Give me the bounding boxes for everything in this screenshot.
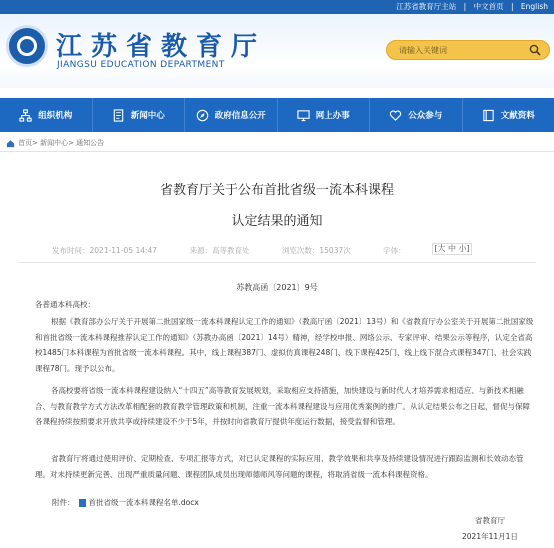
compass-icon — [196, 109, 209, 122]
nav-item-public-participation[interactable]: 公众参与 — [370, 98, 463, 132]
top-links: 江苏省教育厅主站 | 中文首页 | English — [396, 2, 548, 11]
paragraph-1: 根据《教育部办公厅关于开展第二批国家级一流本科课程认定工作的通知》（教高厅函〔2021〕13号）和《省教育厅办公室关于开展第二批国家级和首批省级一流本科课程推荐认定工作的通知》（苏教办高函〔2021〕14号）精神，经学校申报、网络公示、专家评审、结果公示等程序，认定全省高校1485门本科课程为首批省级一流本科课程。其中，线上课程387门、虚拟仿真课程248门、线下课程425门、线上线下混合式课程347门、社会实践课程78门。现予以公布。 — [35, 317, 534, 373]
book-icon — [482, 109, 495, 122]
org-chart-icon — [19, 109, 32, 122]
top-utility-bar — [0, 0, 554, 14]
search-icon[interactable] — [529, 44, 541, 56]
nav-item-online-service[interactable]: 网上办事 — [278, 98, 371, 132]
link-chinese-home[interactable]: 中文首页 — [473, 2, 504, 11]
search-placeholder: 请输入关键词 — [399, 46, 447, 55]
nav-item-gov-info[interactable]: 政府信息公开 — [185, 98, 278, 132]
breadcrumb — [6, 138, 104, 148]
site-header — [0, 14, 554, 88]
font-size-label: 字体： — [383, 246, 406, 255]
paragraph-2: 各高校要将省级一流本科课程建设纳入“十四五”高等教育发展规划，采取相应支持措施，加快建设与新时代人才培养需求相适应、与新技术相融合、与教育教学方式方法改革相配套的教育教学管理政策和机制，注重一流本科课程建设与应用优秀案例的推广。从认定结果公布之日起，督促与保障各课程持续按照要求开放共享或持续建设不少于5年，并按时向省教育厅提供年度运行数据，接受监督和管理。 — [35, 386, 530, 426]
publish-time: 发布时间：2021-11-05 14:47 — [52, 246, 158, 255]
attachment-label: 附件： — [52, 498, 75, 507]
docx-file-icon — [79, 499, 86, 507]
heart-icon — [389, 109, 402, 122]
article-title-line1: 省教育厅关于公布首批省级一流本科课程 — [159, 183, 394, 198]
signature: 省教育厅 — [475, 516, 505, 525]
view-count: 浏览次数：15037次 — [281, 246, 351, 255]
home-icon[interactable] — [6, 139, 15, 148]
attachment — [52, 497, 199, 508]
monitor-icon — [297, 109, 310, 122]
article-source: 来源：高等教育处 — [189, 246, 250, 255]
main-nav — [0, 98, 554, 132]
article-meta — [52, 245, 436, 256]
nav-item-news[interactable]: 新闻中心 — [93, 98, 186, 132]
nav-item-literature[interactable]: 文献资料 — [463, 98, 554, 132]
logo-emblem-icon[interactable] — [6, 25, 48, 67]
divider — [0, 151, 554, 152]
link-english[interactable]: English — [520, 2, 548, 11]
meta-divider — [18, 262, 536, 263]
link-main-site[interactable]: 江苏省教育厅主站 — [396, 2, 457, 11]
site-subtitle: JIANGSU EDUCATION DEPARTMENT — [57, 60, 225, 70]
site-title[interactable]: 江苏省教育厅 — [56, 32, 267, 62]
search-input[interactable] — [386, 40, 550, 60]
paragraph-3: 省教育厅将通过使用评价、定期检查、专项汇报等方式，对已认定课程的实际应用、教学效果和共享及持续建设情况进行跟踪监测和长效动态管理。对未持续更新完善、出现严重质量问题、课程团队成员出现师德师风等问题的课程，将取消省级一流本科课程资格。 — [35, 454, 524, 479]
issue-date: 2021年11月1日 — [462, 532, 518, 541]
breadcrumb-text[interactable]: 首页> 新闻中心> 通知公告 — [18, 139, 105, 147]
font-size-selector[interactable]: [大 中 小] — [432, 243, 472, 255]
nav-item-organization[interactable]: 组织机构 — [0, 98, 93, 132]
article-title-line2: 认定结果的通知 — [231, 214, 323, 229]
document-number: 苏教高函〔2021〕9号 — [236, 283, 318, 292]
salutation: 各普通本科高校： — [35, 300, 95, 309]
attachment-link[interactable]: 首批省级一流本科课程名单.docx — [88, 498, 199, 507]
document-icon — [112, 109, 125, 122]
